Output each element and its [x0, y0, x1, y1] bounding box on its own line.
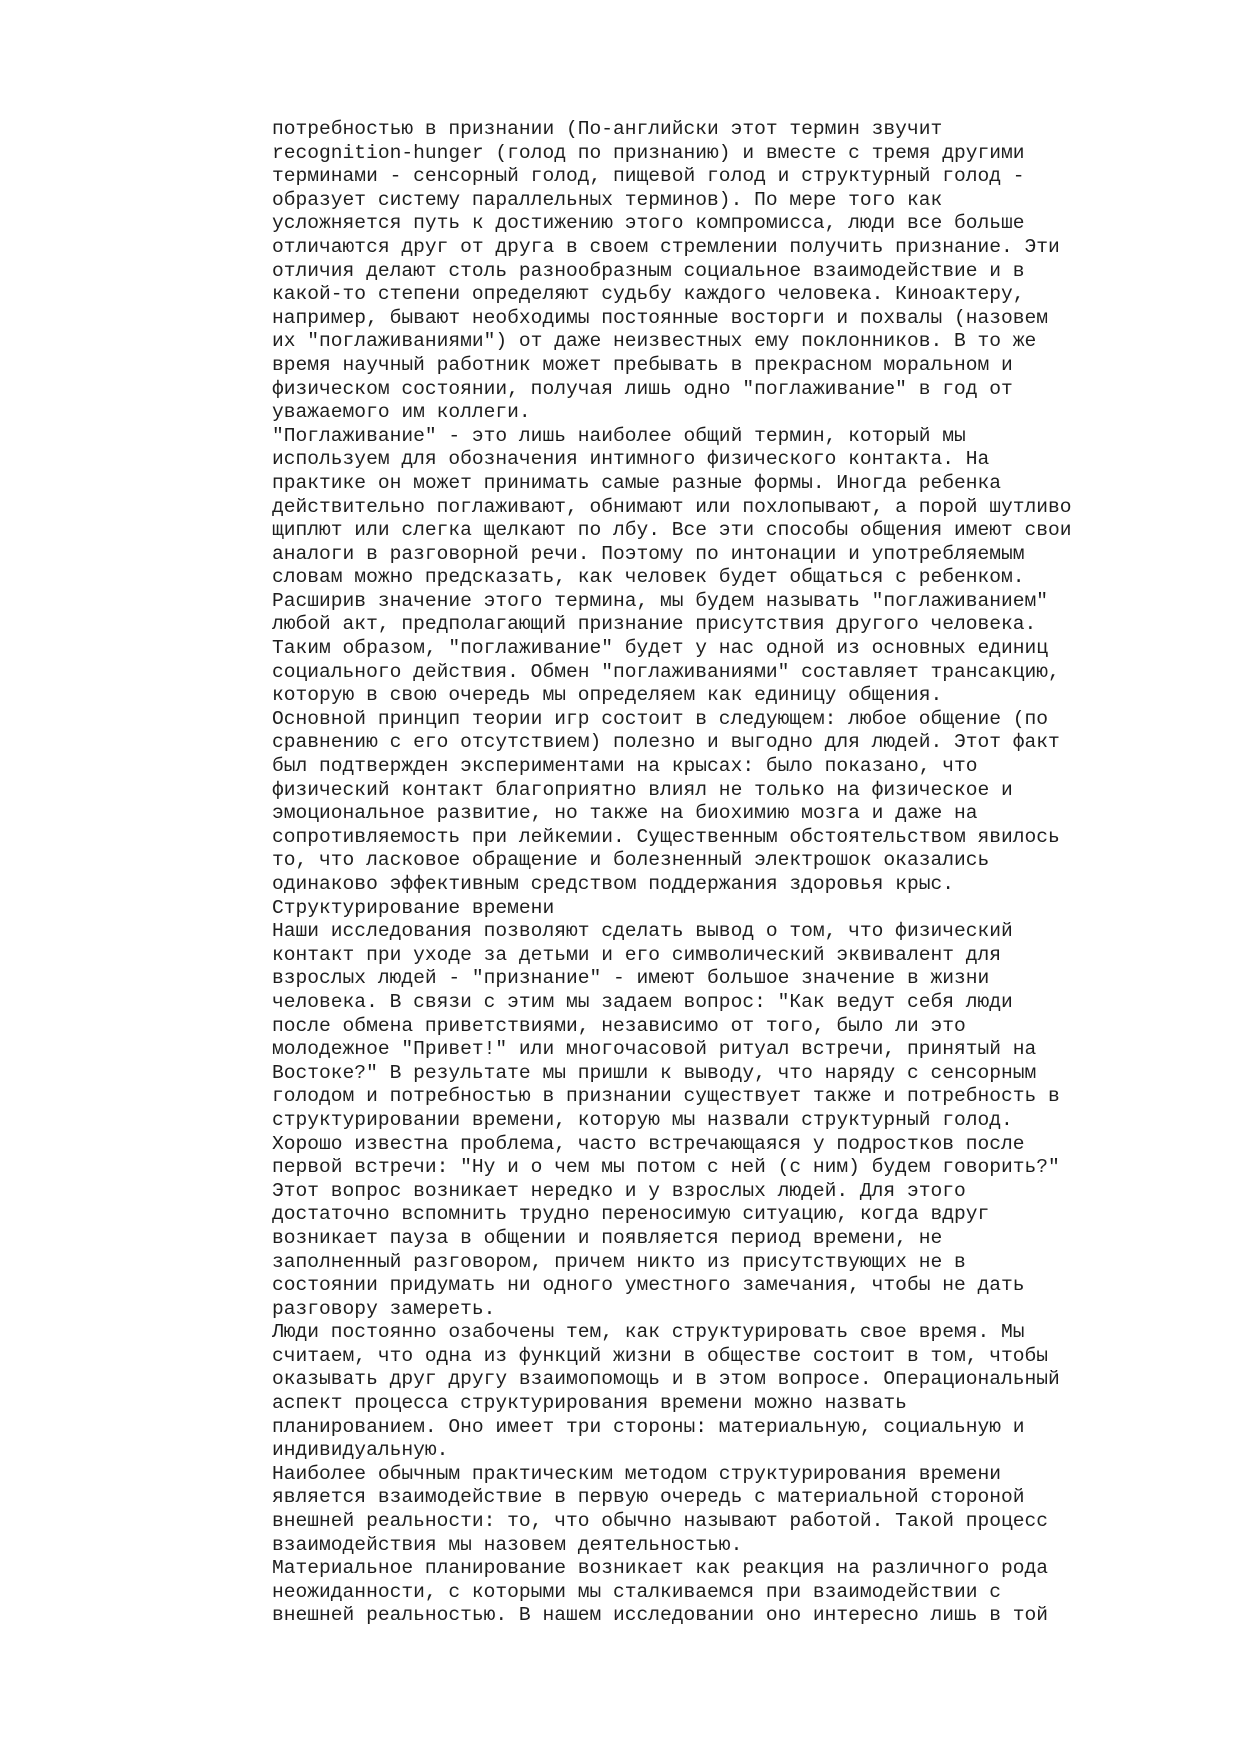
text-line: recognition-hunger (голод по признанию) и вместе с тремя другими: [272, 141, 1025, 164]
text-line: "Поглаживание" - это лишь наиболее общий термин, который мы: [272, 424, 966, 447]
text-line: Люди постоянно озабочены тем, как структурировать свое время. Мы: [272, 1321, 1025, 1344]
text-line: любой акт, предполагающий признание присутствия другого человека.: [272, 613, 1037, 636]
text-line: отличия делают столь разнообразным социальное взаимодействие и в: [272, 259, 1025, 282]
text-line: потребностью в признании (По-английски этот термин звучит: [272, 118, 943, 140]
text-line: физический контакт благоприятно влиял не только на физическое и: [272, 778, 1013, 801]
text-line: одинаково эффективным средством поддержания здоровья крыс.: [272, 873, 954, 895]
text-line: словам можно предсказать, как человек будет общаться с ребенком.: [272, 566, 1025, 589]
text-line: взаимодействия мы назовем деятельностью.: [272, 1533, 743, 1556]
text-line: которую в свою очередь мы определяем как единицу общения.: [272, 684, 943, 707]
text-line: социального действия. Обмен "поглаживаниями" составляет трансакцию,: [272, 660, 1060, 683]
text-line: уважаемого им коллеги.: [272, 401, 531, 424]
text-line: внешней реальностью. В нашем исследовании оно интересно лишь в той: [272, 1604, 1049, 1627]
text-line: какой-то степени определяют судьбу каждого человека. Киноактеру,: [272, 283, 1025, 306]
text-line: Таким образом, "поглаживание" будет у нас одной из основных единиц: [272, 637, 1049, 660]
text-line: усложняется путь к достижению этого компромисса, люди все больше: [272, 212, 1025, 235]
text-line: терминами - сенсорный голод, пищевой голод и структурный голод -: [272, 165, 1025, 188]
text-line: индивидуальную.: [272, 1439, 449, 1462]
text-line: Наши исследования позволяют сделать вывод о том, что физический: [272, 920, 1013, 943]
body-text: [272, 118, 1172, 1628]
text-line: считаем, что одна из функций жизни в обществе состоит в том, чтобы: [272, 1344, 1049, 1367]
text-line: структурировании времени, которую мы назвали структурный голод.: [272, 1108, 1013, 1131]
text-line: Этот вопрос возникает нередко и у взрослых людей. Для этого: [272, 1179, 966, 1202]
text-line: аналоги в разговорной речи. Поэтому по интонации и употребляемым: [272, 542, 1025, 565]
text-line: заполненный разговором, причем никто из присутствующих не в: [272, 1250, 966, 1273]
text-line: достаточно вспомнить трудно переносимую ситуацию, когда вдруг: [272, 1203, 990, 1226]
text-line: например, бывают необходимы постоянные восторги и похвалы (назовем: [272, 306, 1049, 329]
text-line: внешней реальности: то, что обычно называют работой. Такой процесс: [272, 1510, 1049, 1533]
text-line: оказывать друг другу взаимопомощь и в этом вопросе. Операциональный: [272, 1368, 1060, 1391]
text-line: физическом состоянии, получая лишь одно "поглаживание" в год от: [272, 377, 1013, 400]
text-line: практике он может принимать самые разные формы. Иногда ребенка: [272, 471, 1002, 494]
text-line: Структурирование времени: [272, 896, 555, 919]
text-line: Востоке?" В результате мы пришли к выводу, что наряду с сенсорным: [272, 1061, 1037, 1084]
text-line: отличаются друг от друга в своем стремлении получить признание. Эти: [272, 235, 1060, 258]
text-line: сопротивляемость при лейкемии. Существенным обстоятельством явилось: [272, 825, 1060, 848]
text-line: образует систему параллельных терминов). По мере того как: [272, 188, 943, 211]
text-line: их "поглаживаниями") от даже неизвестных ему поклонников. В то же: [272, 330, 1037, 353]
text-line: состоянии придумать ни одного уместного замечания, чтобы не дать: [272, 1274, 1025, 1297]
text-line: взрослых людей - "признание" - имеют большое значение в жизни: [272, 967, 990, 990]
text-line: аспект процесса структурирования времени можно назвать: [272, 1392, 907, 1415]
text-line: первой встречи: "Ну и о чем мы потом с ней (с ним) будем говорить?": [272, 1156, 1060, 1179]
text-line: голодом и потребностью в признании существует также и потребность в: [272, 1085, 1060, 1108]
text-line: неожиданности, с которыми мы сталкиваемся при взаимодействии с: [272, 1580, 1002, 1603]
text-line: время научный работник может пребывать в прекрасном моральном и: [272, 353, 1013, 376]
text-line: Наиболее обычным практическим методом структурирования времени: [272, 1462, 1002, 1485]
text-line: является взаимодействие в первую очередь с материальной стороной: [272, 1486, 1025, 1509]
text-line: молодежное "Привет!" или многочасовой ритуал встречи, принятый на: [272, 1038, 1037, 1061]
text-line: сравнению с его отсутствием) полезно и выгодно для людей. Этот факт: [272, 731, 1060, 754]
text-line: Основной принцип теории игр состоит в следующем: любое общение (по: [272, 707, 1049, 730]
text-line: после обмена приветствиями, независимо от того, было ли это: [272, 1014, 966, 1037]
text-line: Хорошо известна проблема, часто встречающаяся у подростков после: [272, 1132, 1025, 1155]
text-line: разговору замереть.: [272, 1297, 496, 1320]
text-line: щиплют или слегка щелкают по лбу. Все эти способы общения имеют свои: [272, 519, 1072, 542]
text-line: действительно поглаживают, обнимают или похлопывают, а порой шутливо: [272, 495, 1072, 518]
text-line: эмоциональное развитие, но также на биохимию мозга и даже на: [272, 802, 978, 825]
text-line: возникает пауза в общении и появляется период времени, не: [272, 1226, 943, 1249]
text-line: планированием. Оно имеет три стороны: материальную, социальную и: [272, 1415, 1025, 1438]
text-line: был подтвержден экспериментами на крысах: было показано, что: [272, 755, 978, 778]
text-line: человека. В связи с этим мы задаем вопрос: "Как ведут себя люди: [272, 990, 1013, 1013]
text-line: используем для обозначения интимного физического контакта. На: [272, 448, 990, 471]
text-line: Расширив значение этого термина, мы будем называть "поглаживанием": [272, 589, 1049, 612]
text-line: контакт при уходе за детьми и его символический эквивалент для: [272, 943, 1002, 966]
text-line: то, что ласковое обращение и болезненный электрошок оказались: [272, 849, 990, 872]
text-line: Материальное планирование возникает как реакция на различного рода: [272, 1557, 1049, 1580]
